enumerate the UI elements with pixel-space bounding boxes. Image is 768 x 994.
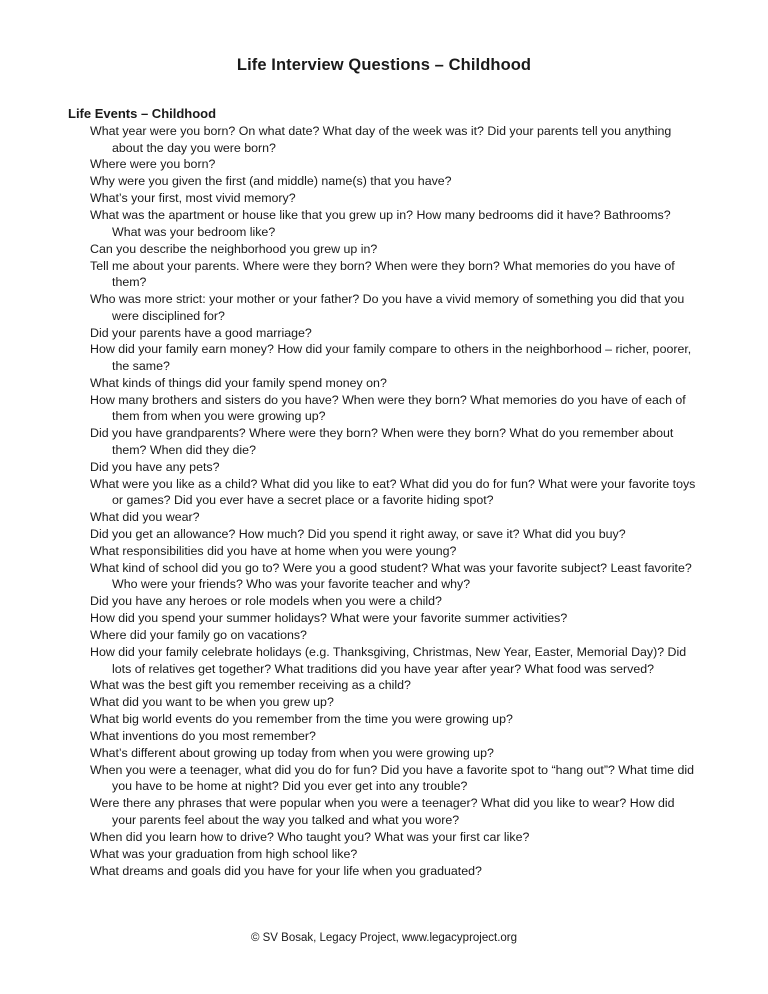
question-item: Can you describe the neighborhood you grew up in? <box>90 241 378 256</box>
question-item: When you were a teenager, what did you do for fun? Did you have a favorite spot to “hang out”? What time did you have to be home at night? Did you ever get into any trouble? <box>90 762 695 794</box>
question-item: Where did your family go on vacations? <box>90 628 307 643</box>
question-item: What did you wear? <box>90 510 200 525</box>
question-item: What was your graduation from high school like? <box>90 846 358 861</box>
question-item: What were you like as a child? What did you like to eat? What did you do for fun? What were your favorite toys or games? Did you ever have a secret place or a favorite hiding spot? <box>90 476 696 508</box>
footer-copyright: © SV Bosak, Legacy Project, www.legacyproject.org <box>250 932 518 944</box>
question-item: Did you have any pets? <box>90 459 220 474</box>
question-item: What inventions do you most remember? <box>90 729 316 744</box>
question-item: What year were you born? On what date? What day of the week was it? Did your parents tell you anything about the day you were born? <box>90 124 672 155</box>
question-item: Who was more strict: your mother or your father? Do you have a vivid memory of something you did that you were disciplined for? <box>90 292 685 323</box>
question-item: What responsibilities did you have at home when you were young? <box>90 543 457 558</box>
question-item: Did your parents have a good marriage? <box>90 325 312 340</box>
question-item: Where were you born? <box>90 157 216 172</box>
question-item: Did you have grandparents? Where were they born? When were they born? What do you remember about them? When did they die? <box>90 426 674 457</box>
question-item: How did your family earn money? How did your family compare to others in the neighborhood – richer, poorer, the same? <box>90 342 692 373</box>
question-item: Were there any phrases that were popular when you were a teenager? What did you like to wear? How did your parents feel about the way you talked and what you wore? <box>90 796 675 827</box>
question-list <box>90 123 700 880</box>
question-item: Why were you given the first (and middle) name(s) that you have? <box>90 174 452 189</box>
question-item: How did you spend your summer holidays? What were your favorite summer activities? <box>90 611 568 626</box>
question-item: What big world events do you remember from the time you were growing up? <box>90 712 513 727</box>
question-item: How many brothers and sisters do you have? When were they born? What memories do you have of each of them from when you were growing up? <box>90 392 686 424</box>
question-item: What dreams and goals did you have for your life when you graduated? <box>90 863 482 878</box>
question-item: What did you want to be when you grew up? <box>90 695 334 710</box>
question-item: What kind of school did you go to? Were you a good student? What was your favorite subject? Least favorite? Who were your friends? Who was your favorite teacher and why? <box>90 560 692 592</box>
question-item: Did you get an allowance? How much? Did you spend it right away, or save it? What did you buy? <box>90 527 626 541</box>
question-item: What’s different about growing up today from when you were growing up? <box>90 745 494 760</box>
question-item: When did you learn how to drive? Who taught you? What was your first car like? <box>90 829 530 844</box>
question-item: How did your family celebrate holidays (e.g. Thanksgiving, Christmas, New Year, Easter, Memorial Day)? Did lots of relatives get together? What traditions did you have year after year? What food was served? <box>90 644 687 676</box>
section-heading: Life Events – Childhood <box>68 106 217 121</box>
question-item: What was the apartment or house like that you grew up in? How many bedrooms did it have? Bathrooms? What was your bedroom like? <box>90 208 671 239</box>
question-item: What was the best gift you remember receiving as a child? <box>90 678 411 693</box>
question-item: Did you have any heroes or role models when you were a child? <box>90 594 442 609</box>
page-title: Life Interview Questions – Childhood <box>236 56 532 74</box>
question-item: Tell me about your parents. Where were they born? When were they born? What memories do you have of them? <box>90 258 675 290</box>
question-item: What’s your first, most vivid memory? <box>90 191 296 206</box>
question-item: What kinds of things did your family spend money on? <box>90 375 387 390</box>
